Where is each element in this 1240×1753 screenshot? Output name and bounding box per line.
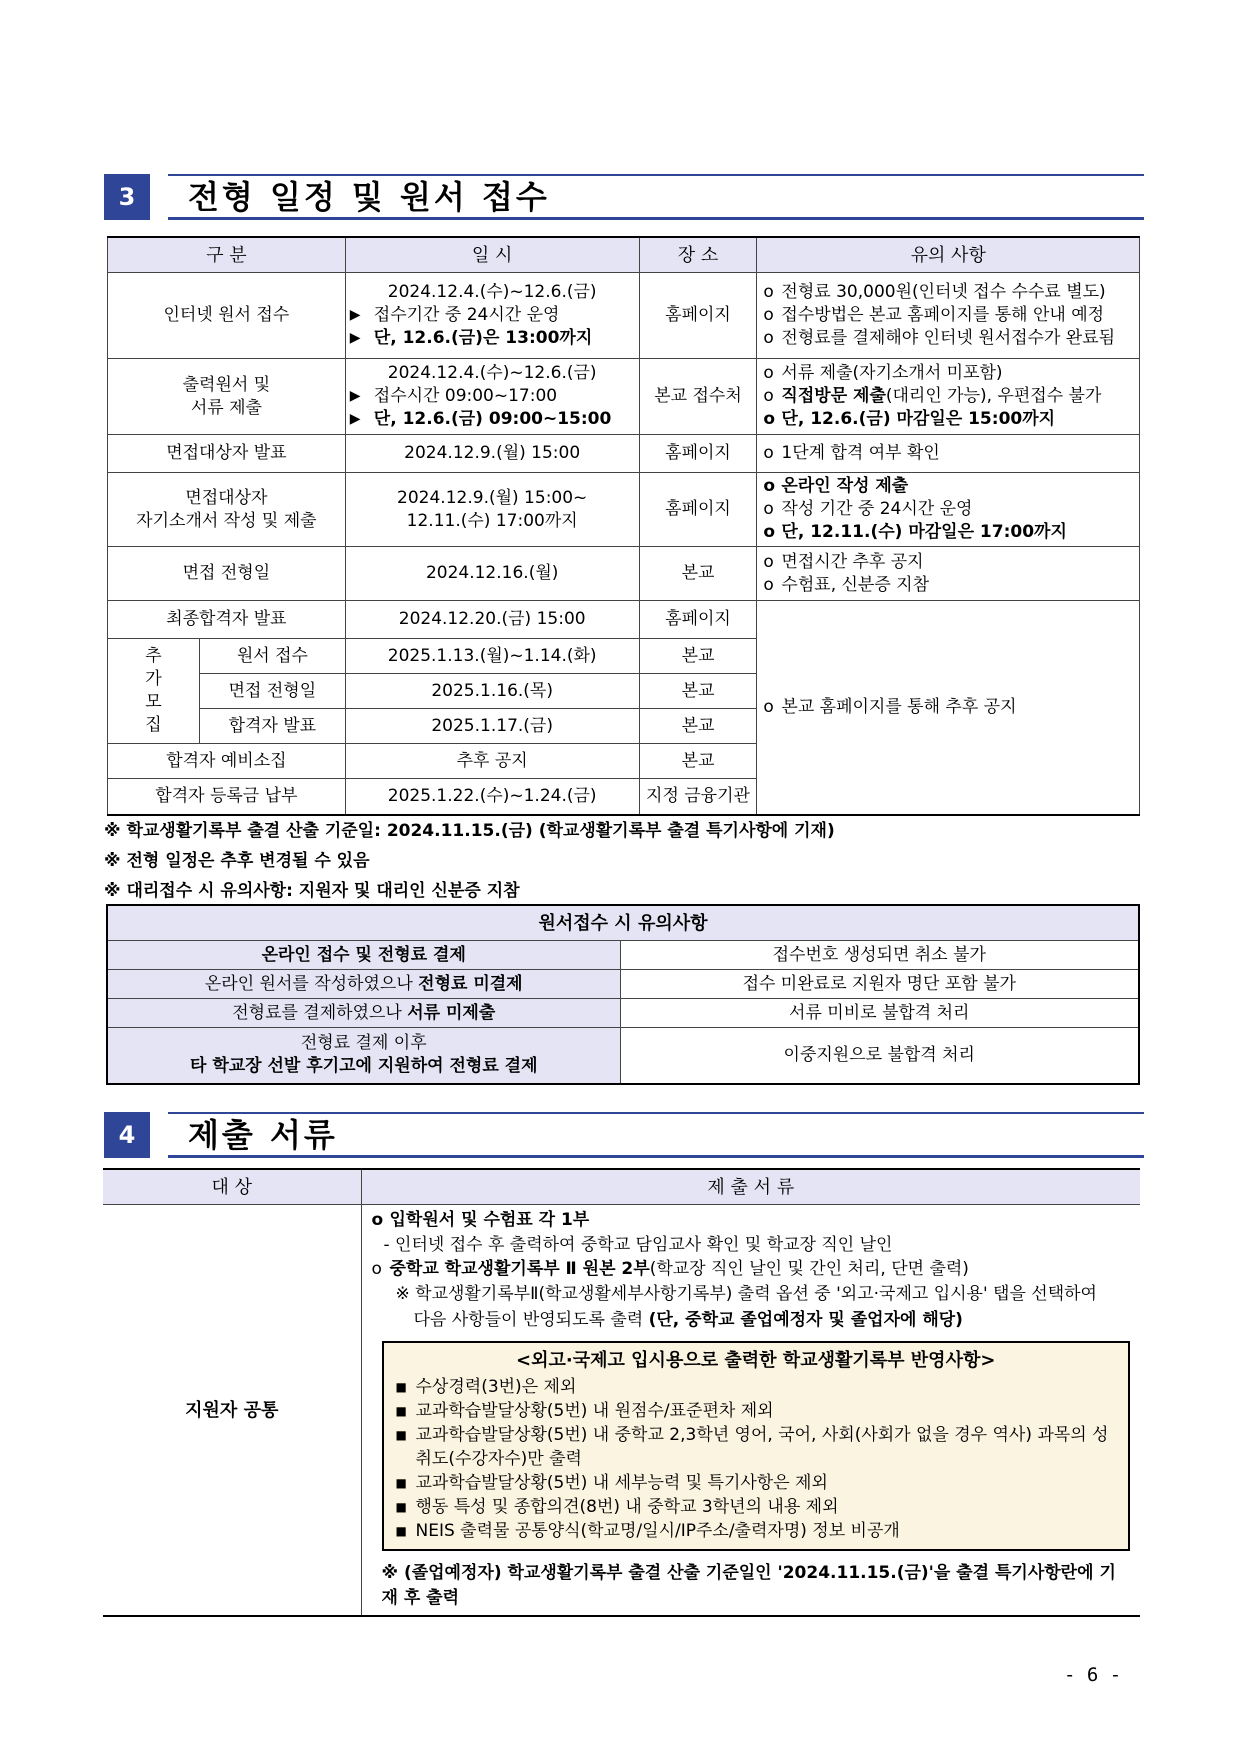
reflection-box <box>382 1341 1131 1551</box>
row-category: 합격자 예비소집 <box>108 744 346 779</box>
documents-table <box>103 1168 1140 1617</box>
condition-bold: 서류 미제출 <box>407 1002 496 1023</box>
note-item: o 온라인 작성 제출 <box>761 475 1135 498</box>
section-number: 4 <box>104 1112 150 1158</box>
category-line: 자기소개서 작성 및 제출 <box>136 510 317 531</box>
row-place: 본교 <box>639 547 757 601</box>
condition-bold: 타 학교장 선발 후기고에 지원하여 전형료 결제 <box>189 1056 538 1077</box>
table-row <box>108 359 1140 435</box>
header-place: 장 소 <box>639 237 757 273</box>
box-item: ■ 행동 특성 및 종합의견(8번) 내 중학교 3학년의 내용 제외 <box>394 1495 1119 1519</box>
row-place: 본교 <box>639 674 757 709</box>
table-row <box>107 970 1139 999</box>
caution-title: 원서접수 시 유의사항 <box>107 905 1139 941</box>
date-line: ▶ 단, 12.6.(금) 09:00~15:00 <box>350 408 635 431</box>
note-line: ※ 대리접수 시 유의사항: 지원자 및 대리인 신분증 지참 <box>104 881 520 901</box>
category-line: 출력원서 및 <box>182 374 271 395</box>
row-date: 2025.1.17.(금) <box>345 709 639 744</box>
header-category: 구 분 <box>108 237 346 273</box>
row-place: 홈페이지 <box>639 473 757 547</box>
row-place: 본교 <box>639 709 757 744</box>
row-category: 면접 전형일 <box>108 547 346 601</box>
table-row <box>107 941 1139 970</box>
row-date: 추후 공지 <box>345 744 639 779</box>
section-title: 제출 서류 <box>188 1116 338 1154</box>
note-bold: 직접방문 제출 <box>781 386 886 406</box>
schedule-notes <box>104 816 835 906</box>
box-item: ■ 교과학습발달상황(5번) 내 중학교 2,3학년 영어, 국어, 사회(사회가 없을 경우 역사) 과목의 성취도(수강자수)만 출력 <box>394 1423 1119 1471</box>
row-date <box>345 273 639 359</box>
note-item: o 작성 기간 중 24시간 운영 <box>761 498 1135 521</box>
caution-condition <box>107 1028 620 1084</box>
row-category <box>108 473 346 547</box>
table-row <box>108 435 1140 473</box>
extra-recruit-label: 추가 모집 <box>108 639 200 744</box>
document-item <box>370 1258 1133 1281</box>
caution-result: 접수 미완료로 지원자 명단 포함 불가 <box>620 970 1139 999</box>
date-line: 2024.12.4.(수)~12.6.(금) <box>387 282 597 302</box>
date-line: 2024.12.4.(수)~12.6.(금) <box>387 363 597 383</box>
row-place: 본교 접수처 <box>639 359 757 435</box>
row-notes <box>757 273 1140 359</box>
row-date: 2025.1.22.(수)~1.24.(금) <box>345 779 639 815</box>
document-note: ※ 학교생활기록부Ⅱ(학교생활세부사항기록부) 출력 옵션 중 '외고·국제고 입시용' 탭을 선택하여 <box>395 1284 1097 1304</box>
caution-condition <box>107 970 620 999</box>
page-number: - 6 - <box>1064 1664 1122 1686</box>
section-4-header <box>104 1112 1144 1158</box>
row-notes <box>757 435 1140 473</box>
header-notes: 유의 사항 <box>757 237 1140 273</box>
date-line: 2024.12.9.(월) 15:00~ <box>397 487 588 508</box>
box-item: ■ 수상경력(3번)은 제외 <box>394 1375 1119 1399</box>
table-row <box>108 601 1140 639</box>
caution-condition <box>107 999 620 1028</box>
divider <box>168 1112 1144 1114</box>
section-3-header <box>104 174 1144 220</box>
document-item: o 입학원서 및 수험표 각 1부 <box>370 1209 1133 1232</box>
row-date: 2024.12.9.(월) 15:00 <box>345 435 639 473</box>
divider <box>168 1155 1144 1158</box>
row-category: 면접 전형일 <box>199 674 345 709</box>
row-place: 본교 <box>639 639 757 674</box>
box-item: ■ 교과학습발달상황(5번) 내 세부능력 및 특기사항은 제외 <box>394 1471 1119 1495</box>
row-place: 본교 <box>639 744 757 779</box>
row-category: 합격자 발표 <box>199 709 345 744</box>
row-category: 원서 접수 <box>199 639 345 674</box>
note-item: o 수험표, 신분증 지참 <box>761 574 1135 597</box>
header-target: 대 상 <box>103 1169 361 1205</box>
row-place: 홈페이지 <box>639 273 757 359</box>
row-date: 2025.1.16.(목) <box>345 674 639 709</box>
date-line: ▶ 접수시간 09:00~17:00 <box>350 385 635 408</box>
note-item <box>761 385 1135 408</box>
row-place: 홈페이지 <box>639 435 757 473</box>
caution-result: 접수번호 생성되면 취소 불가 <box>620 941 1139 970</box>
category-line: 면접대상자 <box>185 487 268 508</box>
note-item: o 접수방법은 본교 홈페이지를 통해 안내 예정 <box>761 304 1135 327</box>
caution-condition: 온라인 접수 및 전형료 결제 <box>107 941 620 970</box>
caution-table <box>106 904 1140 1085</box>
document-note <box>370 1307 1133 1333</box>
category-line: 서류 제출 <box>190 397 262 418</box>
section-number: 3 <box>104 174 150 220</box>
documents-cell <box>361 1205 1140 1617</box>
section-title: 전형 일정 및 원서 접수 <box>188 178 550 216</box>
row-category: 최종합격자 발표 <box>108 601 346 639</box>
table-row <box>108 473 1140 547</box>
row-notes <box>757 601 1140 815</box>
note-item: o 서류 제출(자기소개서 미포함) <box>761 362 1135 385</box>
table-row <box>108 547 1140 601</box>
row-date: 2025.1.13.(월)~1.14.(화) <box>345 639 639 674</box>
box-item: ■ NEIS 출력물 공통양식(학교명/일시/IP주소/출력자명) 정보 비공개 <box>394 1519 1119 1543</box>
date-line: ▶ 접수기간 중 24시간 운영 <box>350 304 635 327</box>
note-line: ※ 전형 일정은 추후 변경될 수 있음 <box>104 851 370 871</box>
date-line: ▶ 단, 12.6.(금)은 13:00까지 <box>350 327 635 350</box>
note-item: o 전형료를 결제해야 인터넷 원서접수가 완료됨 <box>761 327 1135 350</box>
table-row <box>103 1205 1140 1617</box>
note-item: o 단, 12.11.(수) 마감일은 17:00까지 <box>761 521 1135 544</box>
table-row <box>107 999 1139 1028</box>
note-item: o 1단계 합격 여부 확인 <box>761 442 1135 465</box>
caution-result: 서류 미비로 불합격 처리 <box>620 999 1139 1028</box>
divider <box>168 174 1144 176</box>
row-place: 지정 금융기관 <box>639 779 757 815</box>
row-category: 합격자 등록금 납부 <box>108 779 346 815</box>
divider <box>168 217 1144 220</box>
row-category <box>108 359 346 435</box>
note-bold: (단, 중학교 졸업예정자 및 졸업자에 해당) <box>648 1310 963 1330</box>
document-subitem: - 인터넷 접수 후 출력하여 중학교 담임교사 확인 및 학교장 직인 날인 <box>383 1235 893 1255</box>
note-item: o 면접시간 추후 공지 <box>761 551 1135 574</box>
row-category: 면접대상자 발표 <box>108 435 346 473</box>
condition-bold: 전형료 미결제 <box>418 973 523 994</box>
header-documents: 제 출 서 류 <box>361 1169 1140 1205</box>
header-date: 일 시 <box>345 237 639 273</box>
condition-text: 전형료를 결제하였으나 <box>232 1002 408 1023</box>
box-title: <외고·국제고 입시용으로 출력한 학교생활기록부 반영사항> <box>516 1350 996 1371</box>
condition-text: 전형료 결제 이후 <box>300 1033 427 1054</box>
table-row <box>108 273 1140 359</box>
condition-text: 온라인 원서를 작성하였으나 <box>204 973 419 994</box>
row-date <box>345 473 639 547</box>
box-item: ■ 교과학습발달상황(5번) 내 원점수/표준편차 제외 <box>394 1399 1119 1423</box>
table-row <box>107 1028 1139 1084</box>
document-bold: 중학교 학교생활기록부 Ⅱ 원본 2부 <box>389 1259 650 1279</box>
row-place: 홈페이지 <box>639 601 757 639</box>
note-line: ※ 학교생활기록부 출결 산출 기준일: 2024.11.15.(금) (학교생활기록부 출결 특기사항에 기재) <box>104 821 835 841</box>
row-category: 인터넷 원서 접수 <box>108 273 346 359</box>
final-note: ※ (졸업예정자) 학교생활기록부 출결 산출 기준일인 '2024.11.15.(금)'을 출결 특기사항란에 기재 후 출력 <box>381 1563 1116 1608</box>
note-text: 다음 사항들이 반영되도록 출력 <box>413 1310 649 1330</box>
row-date: 2024.12.16.(월) <box>345 547 639 601</box>
row-date: 2024.12.20.(금) 15:00 <box>345 601 639 639</box>
row-notes <box>757 547 1140 601</box>
note-text: (대리인 가능), 우편접수 불가 <box>885 386 1102 406</box>
row-notes <box>757 473 1140 547</box>
note-item: o 전형료 30,000원(인터넷 접수 수수료 별도) <box>761 281 1135 304</box>
caution-result: 이중지원으로 불합격 처리 <box>620 1028 1139 1084</box>
date-line: 12.11.(수) 17:00까지 <box>406 510 578 531</box>
document-text: (학교장 직인 날인 및 간인 처리, 단면 출력) <box>649 1259 969 1279</box>
row-date <box>345 359 639 435</box>
target-cell: 지원자 공통 <box>103 1205 361 1617</box>
note-item: o 본교 홈페이지를 통해 추후 공지 <box>761 696 1135 719</box>
schedule-table <box>107 236 1140 816</box>
row-notes <box>757 359 1140 435</box>
note-item: o 단, 12.6.(금) 마감일은 15:00까지 <box>761 408 1135 431</box>
